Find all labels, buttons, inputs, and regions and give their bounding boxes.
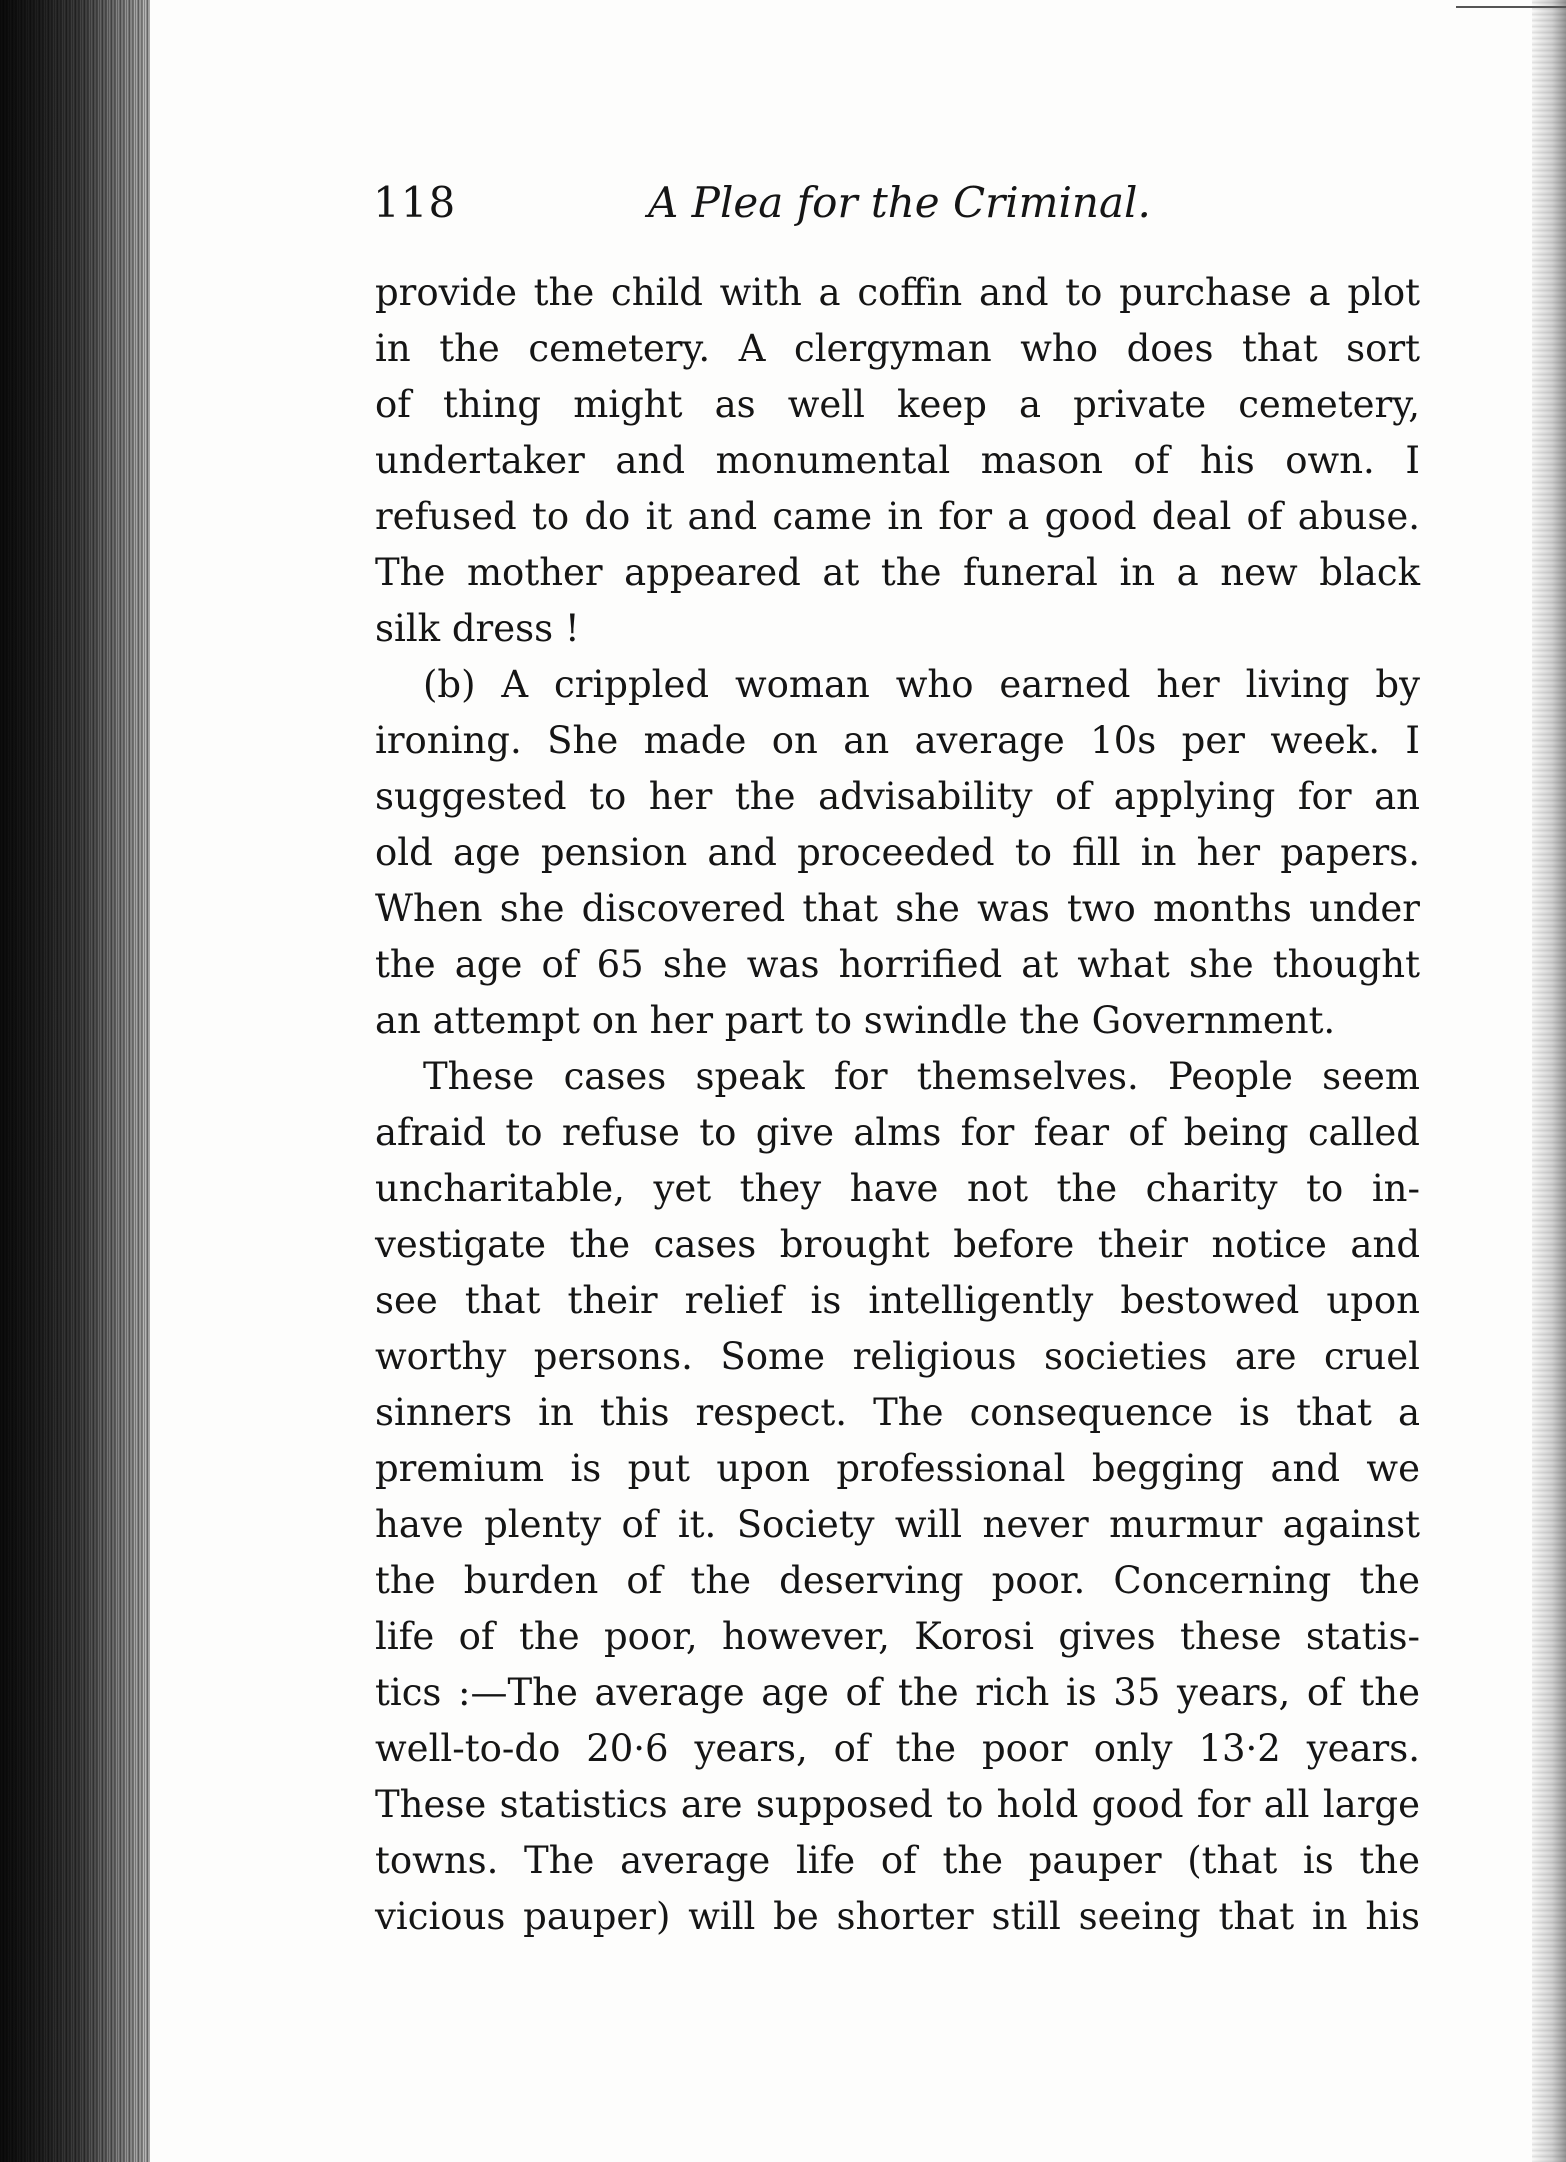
text-line: When she discovered that she was two months under <box>375 887 1420 930</box>
text-line: refused to do it and came in for a good deal of abuse. <box>375 495 1420 538</box>
text-line: vicious pauper) will be shorter still seeing that in his <box>375 1895 1420 1938</box>
paragraph-start-line: (b) A crippled woman who earned her living by <box>423 663 1420 706</box>
text-line: of thing might as well keep a private cemetery, <box>375 383 1420 426</box>
text-line: in the cemetery. A clergyman who does that sort <box>375 327 1420 370</box>
book-spine-shadow <box>0 0 150 2162</box>
text-line: towns. The average life of the pauper (that is the <box>375 1839 1420 1882</box>
text-line: The mother appeared at the funeral in a new black <box>375 551 1420 594</box>
text-line: the burden of the deserving poor. Concerning the <box>375 1559 1420 1602</box>
page-number: 118 <box>373 178 457 227</box>
text-line: undertaker and monumental mason of his own. I <box>375 439 1420 482</box>
text-line: tics :—The average age of the rich is 35 years, of the <box>375 1671 1420 1714</box>
text-line: premium is put upon professional begging and we <box>375 1447 1420 1490</box>
text-line: suggested to her the advisability of applying for an <box>375 775 1420 818</box>
text-line: uncharitable, yet they have not the charity to in- <box>375 1167 1420 1210</box>
text-line: ironing. She made on an average 10s per week. I <box>375 719 1420 762</box>
page-edge-shadow <box>1532 0 1566 2162</box>
text-line: the age of 65 she was horrified at what she thought <box>375 943 1420 986</box>
text-line: afraid to refuse to give alms for fear of being called <box>375 1111 1420 1154</box>
text-line: provide the child with a coffin and to purchase a plot <box>375 271 1420 314</box>
corner-mark <box>1456 6 1566 54</box>
text-line: vestigate the cases brought before their notice and <box>375 1223 1420 1266</box>
text-line: life of the poor, however, Korosi gives these statis- <box>375 1615 1420 1658</box>
text-line: worthy persons. Some religious societies are cruel <box>375 1335 1420 1378</box>
text-line: These statistics are supposed to hold good for all large <box>375 1783 1420 1826</box>
text-line: an attempt on her part to swindle the Government. <box>375 999 1336 1042</box>
paragraph-start-line: These cases speak for themselves. People seem <box>423 1055 1420 1098</box>
running-title: A Plea for the Criminal. <box>648 178 1151 227</box>
text-line: old age pension and proceeded to fill in her papers. <box>375 831 1420 874</box>
text-line: sinners in this respect. The consequence is that a <box>375 1391 1420 1434</box>
text-line: have plenty of it. Society will never murmur against <box>375 1503 1420 1546</box>
text-line: silk dress ! <box>375 607 580 650</box>
body-text <box>375 265 1420 1945</box>
running-head <box>373 178 1233 238</box>
text-line: see that their relief is intelligently bestowed upon <box>375 1279 1420 1322</box>
text-line: well-to-do 20·6 years, of the poor only 13·2 years. <box>375 1727 1420 1770</box>
